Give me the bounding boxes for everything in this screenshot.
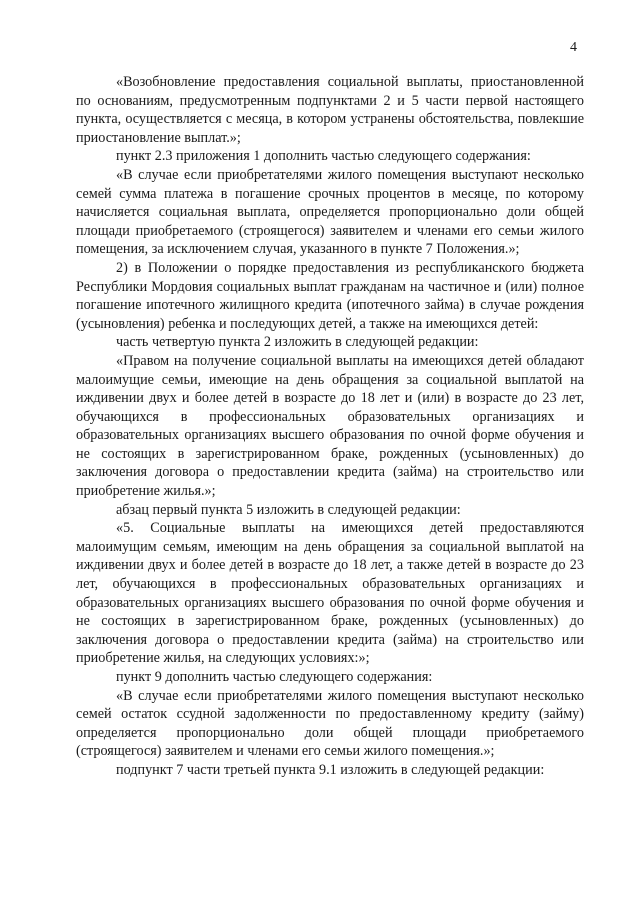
paragraph-amend-2-3: пункт 2.3 приложения 1 дополнить частью следующего содержания: bbox=[116, 148, 531, 165]
paragraph-right-to-payment: «Правом на получение социальной выплаты на имеющихся детей обладают малоимущие семьи, имеющие на день обращения за социальной выплатой на иждивении двух и более детей в возрасте до 18 лет и (или) в возрасте до 23 лет, обучающихся в профессиональных образовательных организациях и образовательных организациях высшего образования по очной форме обучения и не состоящих в зарегистрированном браке, рожденных (усыновленных) до заключения договора о предоставлении кредита (займа) на строительство или приобретение жилья.»; bbox=[76, 352, 584, 500]
paragraph-amend-5-first: абзац первый пункта 5 изложить в следующей редакции: bbox=[116, 501, 461, 518]
paragraph-resumption-quote: «Возобновление предоставления социальной выплаты, приостановленной по основаниям, предусмотренным подпунктами 2 и 5 части первой настоящего пункта, осуществляется с месяца, в котором устранены обстоятельства, повлекшие приостановление выплат.»; bbox=[76, 74, 584, 146]
paragraph-amend-2-part-4: часть четвертую пункта 2 изложить в следующей редакции: bbox=[116, 334, 479, 351]
paragraph-item-2-regulation: 2) в Положении о порядке предоставления из республиканского бюджета Республики Мордовия социальных выплат гражданам на частичное и (или) полное погашение ипотечного жилищного кредита (ипотечного займа) в случае рождения (усыновления) ребенка и последующих детей, а также на имеющихся детей: bbox=[76, 259, 584, 332]
document-body bbox=[76, 73, 584, 780]
paragraph-multiple-families-interest: «В случае если приобретателями жилого помещения выступают несколько семей сумма платежа в погашение срочных процентов в месяце, по которому начисляется социальная выплата, определяется пропорционально доли общей площади приобретаемого (строящегося) заявителем и членами его семьи жилого помещения, за исключением случая, указанного в пункте 7 Положения.»; bbox=[76, 166, 584, 258]
paragraph-amend-9: пункт 9 дополнить частью следующего содержания: bbox=[116, 669, 433, 685]
paragraph-multiple-families-debt: «В случае если приобретателями жилого помещения выступают несколько семей остаток ссудной задолженности по предоставленному кредиту (займу) определяется пропорционально доли общей площади приобретаемого (строящегося) заявителем и членами его семьи жилого помещения.»; bbox=[76, 687, 584, 760]
page-number: 4 bbox=[570, 40, 577, 55]
paragraph-point-5-text: «5. Социальные выплаты на имеющихся детей предоставляются малоимущим семьям, имеющим на день обращения за социальной выплатой на иждивении двух и более детей в возрасте до 18 лет, а также детей в возрасте до 23 лет, обучающихся в профессиональных образовательных организациях и образовательных организациях высшего образования по очной форме обучения и не состоящих в зарегистрированном браке, рожденных (усыновленных) до заключения договора о предоставлении кредита (займа) на строительство или приобретение жилья, на следующих условиях:»; bbox=[76, 520, 584, 667]
paragraph-amend-9-1: подпункт 7 части третьей пункта 9.1 изложить в следующей редакции: bbox=[116, 761, 545, 778]
